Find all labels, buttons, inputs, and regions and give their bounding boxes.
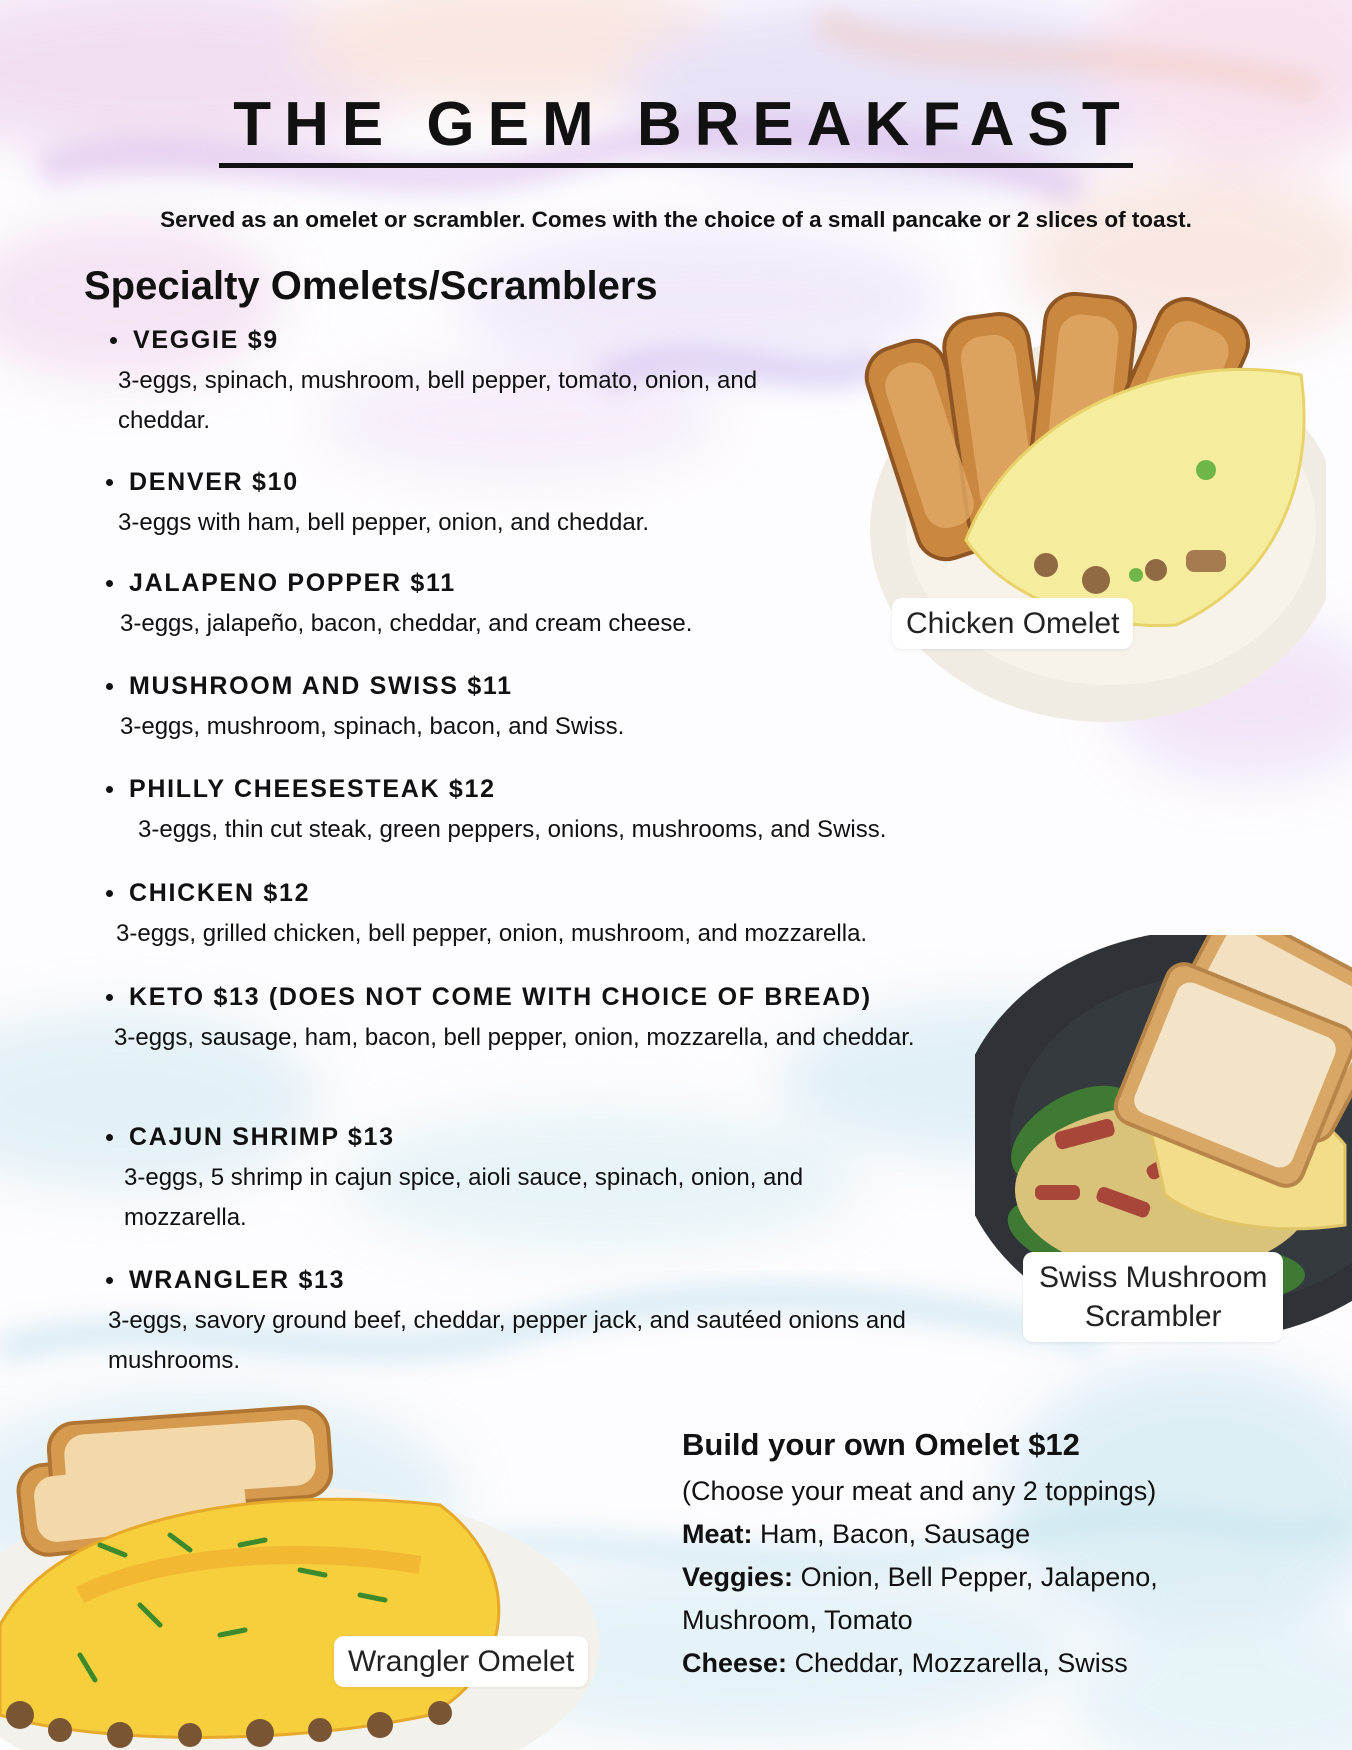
build-your-own-note: (Choose your meat and any 2 toppings): [682, 1476, 1157, 1506]
menu-item-desc: 3-eggs, grilled chicken, bell pepper, onion, mushroom, and mozzarella.: [116, 920, 868, 947]
veggie-options: [682, 1556, 1242, 1642]
cheese-list: Cheddar, Mozzarella, Swiss: [794, 1648, 1128, 1678]
menu-item-desc: 3-eggs with ham, bell pepper, onion, and cheddar.: [118, 509, 650, 536]
chicken-omelet-photo: [846, 280, 1326, 740]
meat-list: Ham, Bacon, Sausage: [760, 1519, 1031, 1549]
build-your-own-section: [682, 1420, 1242, 1685]
bullet-icon: [106, 786, 113, 793]
swiss-scrambler-caption: [1023, 1252, 1283, 1342]
bullet-icon: [106, 890, 113, 897]
menu-item-name: PHILLY CHEESESTEAK $12: [106, 772, 1026, 806]
menu-item-denver: [106, 465, 906, 543]
menu-item-name: JALAPENO POPPER $11: [106, 566, 906, 600]
menu-item-philly-cheesesteak: [106, 772, 1026, 850]
menu-item-name: MUSHROOM AND SWISS $11: [106, 669, 906, 703]
veggies-label: Veggies:: [682, 1562, 794, 1592]
cheese-options: [682, 1642, 1242, 1685]
bullet-icon: [106, 683, 113, 690]
meat-label: Meat:: [682, 1519, 753, 1549]
menu-subtitle: Served as an omelet or scrambler. Comes with the choice of a small pancake or 2 slices of toast.: [160, 207, 1192, 232]
bullet-icon: [110, 337, 117, 344]
menu-item-jalapeno-popper: [106, 566, 906, 644]
menu-item-desc: 3-eggs, mushroom, spinach, bacon, and Swiss.: [120, 713, 625, 740]
build-your-own-title: Build your own Omelet $12: [682, 1427, 1080, 1462]
menu-item-name: VEGGIE $9: [106, 323, 846, 357]
menu-item-keto: [106, 980, 966, 1058]
bullet-icon: [106, 994, 113, 1001]
menu-item-wrangler: [106, 1263, 946, 1381]
bullet-icon: [106, 580, 113, 587]
swiss-caption-line-2: Scrambler: [1084, 1300, 1222, 1333]
menu-item-cajun-shrimp: [106, 1120, 826, 1238]
menu-item-name: CAJUN SHRIMP $13: [106, 1120, 826, 1154]
menu-item-desc: 3-eggs, jalapeño, bacon, cheddar, and cream cheese.: [120, 610, 693, 637]
wrangler-omelet-photo: [0, 1395, 600, 1750]
menu-item-desc: 3-eggs, sausage, ham, bacon, bell pepper, onion, mozzarella, and cheddar.: [114, 1024, 915, 1051]
menu-item-name: DENVER $10: [106, 465, 906, 499]
wrangler-omelet-caption: Wrangler Omelet: [334, 1636, 588, 1687]
menu-item-name: KETO $13 (DOES NOT COME WITH CHOICE OF BREAD): [106, 980, 966, 1014]
bullet-icon: [106, 1134, 113, 1141]
section-title: Specialty Omelets/Scramblers: [84, 264, 658, 308]
menu-item-desc: 3-eggs, thin cut steak, green peppers, onions, mushrooms, and Swiss.: [138, 816, 887, 843]
menu-title-text: THE GEM BREAKFAST: [219, 92, 1133, 168]
menu-item-veggie: [106, 323, 846, 441]
menu-item-mushroom-swiss: [106, 669, 906, 747]
cheese-label: Cheese:: [682, 1648, 788, 1678]
veggies-list: Onion, Bell Pepper, Jalapeno, Mushroom, Tomato: [682, 1562, 1158, 1635]
menu-item-desc: 3-eggs, savory ground beef, cheddar, pepper jack, and sautéed onions and mushrooms.: [108, 1307, 906, 1374]
menu-item-name: CHICKEN $12: [106, 876, 1026, 910]
chicken-omelet-caption: Chicken Omelet: [892, 598, 1133, 649]
bullet-icon: [106, 479, 113, 486]
menu-item-desc: 3-eggs, 5 shrimp in cajun spice, aioli sauce, spinach, onion, and mozzarella.: [124, 1164, 804, 1231]
menu-item-name: WRANGLER $13: [106, 1263, 946, 1297]
menu-title: [0, 92, 1352, 168]
menu-item-desc: 3-eggs, spinach, mushroom, bell pepper, tomato, onion, and cheddar.: [118, 367, 758, 434]
menu-item-chicken: [106, 876, 1026, 954]
swiss-caption-line-1: Swiss Mushroom: [1039, 1261, 1268, 1294]
meat-options: [682, 1513, 1242, 1556]
bullet-icon: [106, 1277, 113, 1284]
